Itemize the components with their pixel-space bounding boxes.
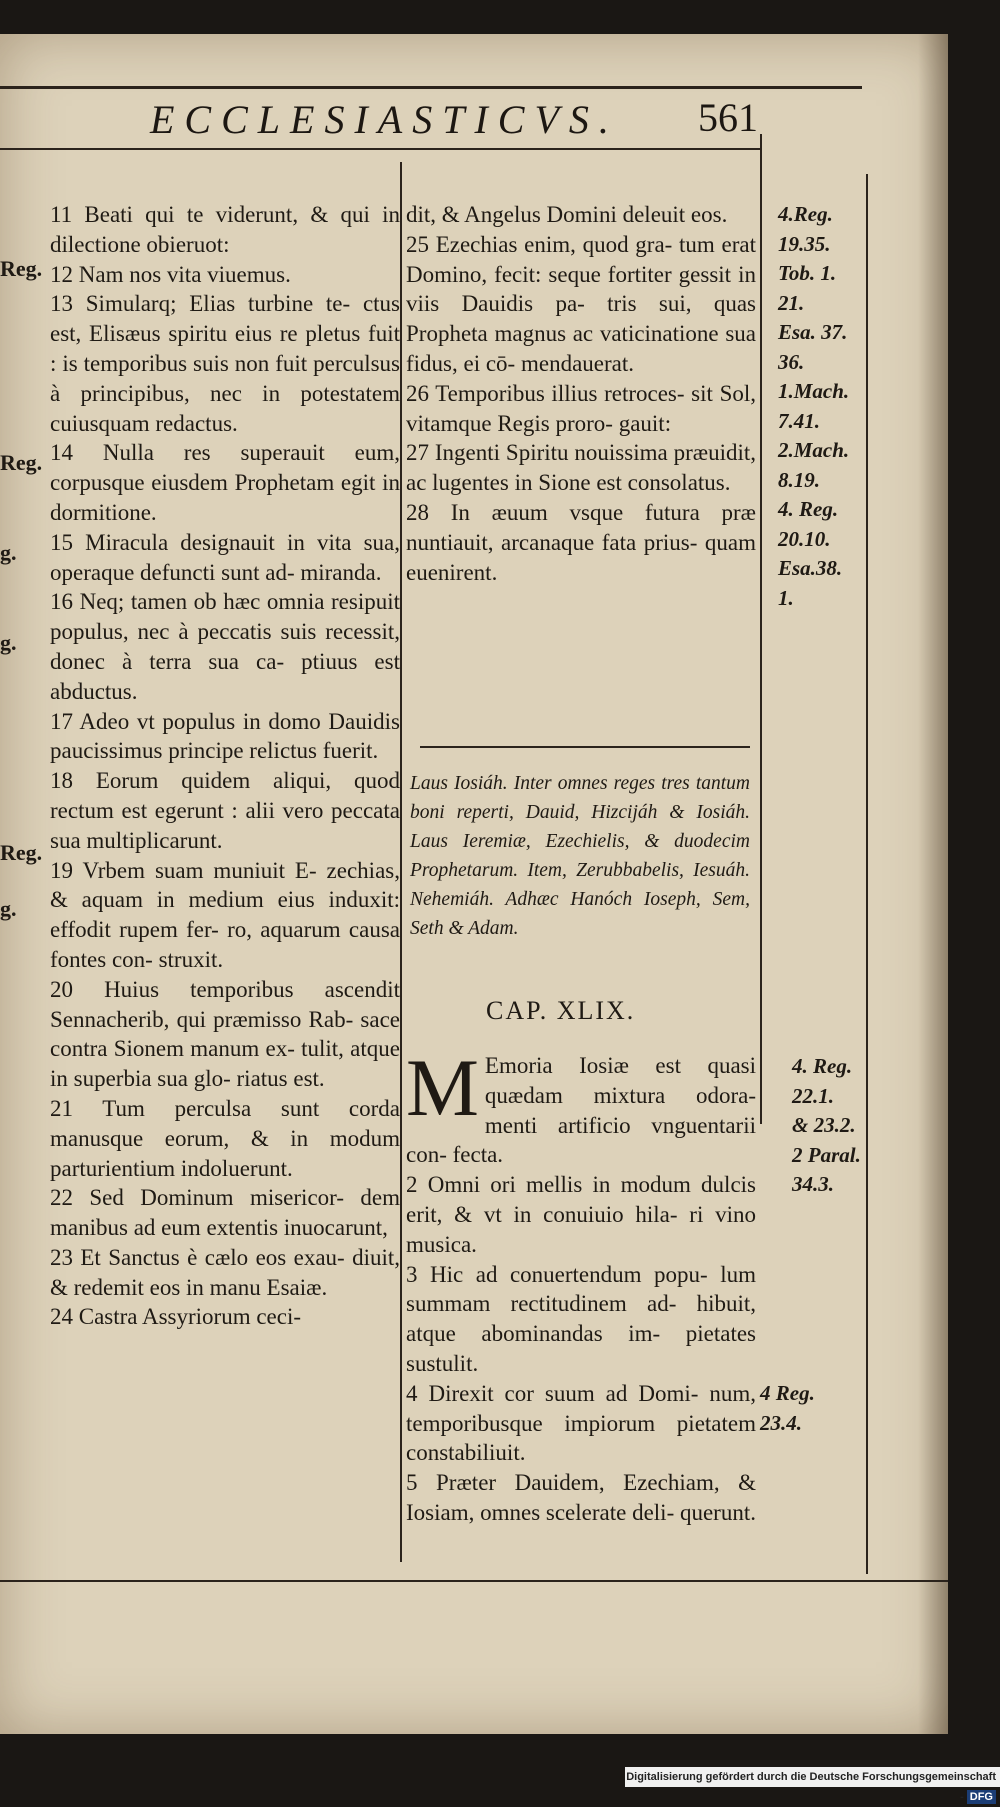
margin-note: 21. — [778, 290, 805, 315]
verse: 4 Direxit cor suum ad Domi- num, temporibusque impiorum pietatem constabiliuit. — [406, 1380, 756, 1466]
left-edge-fragment: Reg. — [0, 256, 43, 281]
chapter-heading: CAP. XLIX. — [486, 996, 636, 1025]
chapter-summary: Laus Iosiáh. Inter omnes reges tres tantum boni reperti, Dauid, Hizcijáh & Iosiáh. Laus Ieremiæ, Ezechielis, & duodecim Prophetarum. Item, Zerubbabelis, Iesuáh. Nehemiáh. Adhæc Hanóch Ioseph, Sem, Seth & Adam. — [410, 773, 750, 939]
verse: 15 Miracula designauit in vita sua, operaque defuncti sunt ad- miranda. — [50, 529, 400, 585]
header-bottom-rule — [0, 148, 762, 150]
verse: 20 Huius temporibus ascendit Sennacherib, qui præmisso Rab- sace contra Sionem manum ex- tulit, atque in superbia sua glo- riatus est. — [50, 976, 400, 1092]
margin-note: 22.1. — [792, 1083, 834, 1108]
left-edge-fragment: Reg. — [0, 450, 43, 475]
verse: 25 Ezechias enim, quod gra- tum erat Domino, fecit: seque fortiter gessit in viis Dauidis pa- tris sui, quas Propheta magnus ac vaticinatione sua fidus, ei cō- mendauerat. — [406, 231, 756, 376]
verse: 18 Eorum quidem aliqui, quod rectum est egerunt : alii vero peccata sua multiplicarunt. — [50, 768, 400, 853]
margin-note: 8.19. — [778, 467, 820, 492]
margin-note: 4.Reg. — [778, 202, 833, 226]
right-text-column-bottom — [406, 1042, 756, 1528]
footer-text: Digitalisierung gefördert durch die Deutsche Forschungsgemeinschaft - — [626, 1771, 996, 1803]
margin-note: 23.4. — [760, 1410, 802, 1435]
verse: 5 Præter Dauidem, Ezechiam, & Iosiam, omnes scelerate deli- querunt. — [406, 1470, 756, 1525]
verse: 16 Neq; tamen ob hæc omnia resipuit populus, nec à peccatis suis recessit, donec à terra sua ca- ptiuus est abductus. — [50, 589, 400, 704]
verse: 23 Et Sanctus è cælo eos exau- diuit, & redemit eos in manu Esaiæ. — [50, 1244, 400, 1300]
verse: 11 Beati qui te viderunt, & qui in dilectione obieruot: — [50, 202, 400, 257]
running-head-title: ECCLESIASTICVS. — [150, 97, 619, 142]
verse-text: Emoria Iosiæ est quasi quædam mixtura odora- menti artificio vnguentarii con- fecta. — [406, 1053, 756, 1168]
column-divider-rule — [400, 162, 402, 1562]
verse: dit, & Angelus Domini deleuit eos. — [406, 202, 728, 227]
margin-note: 20.10. — [778, 526, 831, 551]
verse: 14 Nulla res superauit eum, corpusque eiusdem Prophetam egit in dormitione. — [50, 440, 400, 525]
margin-divider-rule — [760, 134, 762, 1124]
verse: 26 Temporibus illius retroces- sit Sol, vitamque Regis proro- gauit: — [406, 380, 756, 436]
verse — [406, 1042, 756, 1170]
margin-note: 2 Paral. — [792, 1142, 861, 1167]
margin-outer-rule — [866, 174, 868, 1574]
verse: 17 Adeo vt populus in domo Dauidis paucissimus principe relictus fuerit. — [50, 708, 400, 764]
margin-note: 1. — [778, 585, 794, 610]
verse: 19 Vrbem suam muniuit E- zechias, & aquam in medium eius induxit: effodit rupem fer- ro, aquarum causa fontes con- struxit. — [50, 857, 400, 972]
page-number: 561 — [698, 95, 758, 140]
margin-note: 4. Reg. — [792, 1054, 853, 1078]
margin-note: 34.3. — [792, 1172, 834, 1196]
verse: 13 Simularq; Elias turbine te- ctus est, Elisæus spiritu eius re pletus fuit : is temporibus suis non fuit perculsus à principibus, nec in potestatem cuiusquam redactus. — [50, 291, 400, 436]
verse: 3 Hic ad conuertendum popu- lum summam rectitudinem ad- hibuit, atque abominandas im- pietates sustulit. — [406, 1261, 756, 1376]
margin-notes-top — [778, 200, 858, 613]
margin-note: Esa. 37. — [778, 320, 848, 344]
verse: 27 Ingenti Spiritu nouissima præuidit, ac lugentes in Sione est consolatus. — [406, 440, 756, 496]
margin-note: 19.35. — [778, 231, 831, 256]
verse: 2 Omni ori mellis in modum dulcis erit, & vt in conuiuio hila- ri vino musica. — [406, 1172, 756, 1257]
verse: 24 Castra Assyriorum ceci- — [50, 1304, 302, 1330]
margin-notes-bottom — [760, 1379, 840, 1438]
dfg-logo: DFG — [967, 1790, 996, 1804]
page-bottom-rule — [0, 1580, 948, 1582]
margin-notes-mid — [792, 1052, 872, 1200]
page-edge-shadow — [918, 34, 948, 1734]
margin-note: 2.Mach. — [778, 438, 850, 462]
margin-note: 1.Mach. — [778, 379, 850, 403]
right-text-column-top — [406, 200, 756, 587]
margin-note: 4 Reg. — [760, 1381, 815, 1405]
margin-note: 36. — [778, 349, 805, 374]
verse: 22 Sed Dominum misericor- dem manibus ad eum extentis inuocarunt, — [50, 1185, 400, 1241]
drop-capital: M — [406, 1042, 479, 1133]
left-edge-fragment: g. — [0, 896, 17, 921]
summary-top-rule — [420, 746, 750, 748]
margin-note: 7.41. — [778, 408, 820, 433]
left-text-column — [50, 200, 400, 1332]
header-top-rule — [0, 86, 862, 89]
margin-note: & 23.2. — [792, 1113, 856, 1137]
left-edge-fragment: g. — [0, 540, 17, 565]
digitization-footer — [625, 1767, 1000, 1803]
margin-note: Esa.38. — [778, 556, 843, 580]
verse: 21 Tum perculsa sunt corda manusque eorum, & in modum parturientium indoluerunt. — [50, 1095, 400, 1181]
margin-note: Tob. 1. — [778, 261, 837, 285]
left-edge-fragment: Reg. — [0, 840, 43, 865]
left-edge-fragment: g. — [0, 630, 17, 655]
verse: 28 In æuum vsque futura præ nuntiauit, arcanaque fata prius- quam euenirent. — [406, 499, 756, 585]
book-page — [0, 34, 948, 1734]
verse: 12 Nam nos vita viuemus. — [50, 261, 291, 287]
margin-note: 4. Reg. — [778, 497, 839, 521]
